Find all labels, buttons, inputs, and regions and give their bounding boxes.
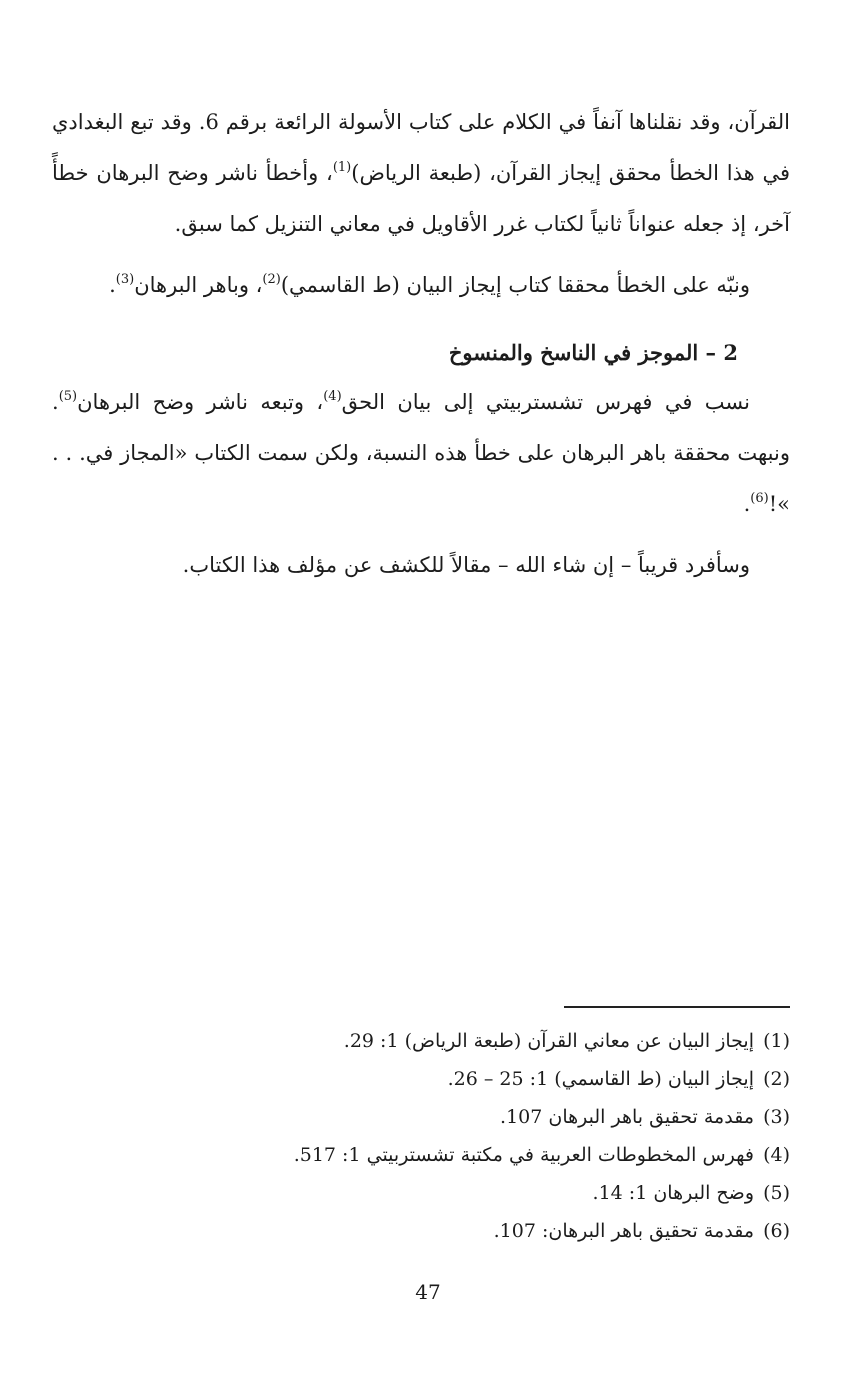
footnote-text: مقدمة تحقيق باهر البرهان: 107.	[493, 1220, 754, 1242]
paragraph-1	[52, 97, 790, 250]
section-heading: 2 – الموجز في الناسخ والمنسوخ	[448, 340, 738, 365]
page-number: 47	[415, 1280, 441, 1304]
footnote-ref-1[interactable]: (1)	[332, 160, 352, 175]
paragraph-3-part-d: .	[743, 492, 751, 516]
paragraph-3	[52, 377, 790, 530]
footnote-ref-5[interactable]: (5)	[58, 389, 78, 404]
footnote-text: فهرس المخطوطات العربية في مكتبة تشستربيتي 1: 517.	[293, 1144, 754, 1166]
footnote-ref-3[interactable]: (3)	[115, 272, 135, 287]
footnote-item	[52, 1060, 790, 1098]
paragraph-4: وسأفرد قريباً – إن شاء الله – مقالاً للكشف عن مؤلف هذا الكتاب.	[182, 553, 750, 577]
paragraph-3-part-a: نسب في فهرس تشستربيتي إلى بيان الحق	[341, 390, 750, 414]
footnote-number: (1)	[763, 1030, 790, 1052]
main-text	[52, 97, 790, 591]
paragraph-1-part-a: القرآن، وقد نقلناها آنفاً في الكلام على كتاب الأسولة الرائعة برقم 6. وقد تبع البغدادي في هذا الخطأ محقق إيجاز القرآن، (طبعة الرياض)	[52, 110, 790, 185]
footnote-text: وضح البرهان 1: 14.	[592, 1182, 754, 1204]
paragraph-2	[52, 260, 790, 311]
footnote-number: (4)	[763, 1144, 790, 1166]
footnote-text: إيجاز البيان (ط القاسمي) 1: 25 – 26.	[447, 1068, 754, 1090]
footnote-number: (6)	[763, 1220, 790, 1242]
footnote-item	[52, 1022, 790, 1060]
footnotes-list	[52, 1022, 790, 1250]
footnote-number: (2)	[763, 1068, 790, 1090]
footnote-item	[52, 1174, 790, 1212]
footnote-text: إيجاز البيان عن معاني القرآن (طبعة الرياض) 1: 29.	[343, 1030, 754, 1052]
footnote-item	[52, 1212, 790, 1250]
footnote-number: (5)	[763, 1182, 790, 1204]
footnote-item	[52, 1136, 790, 1174]
paragraph-3-part-b: ، وتبعه ناشر وضح البرهان	[77, 390, 324, 414]
footnote-divider	[564, 1006, 790, 1008]
paragraph-2-part-b: ، وباهر البرهان	[134, 273, 263, 297]
footnote-ref-6[interactable]: (6)	[750, 491, 769, 506]
footnote-ref-2[interactable]: (2)	[262, 272, 281, 287]
footnote-number: (3)	[763, 1106, 790, 1128]
paragraph-2-part-a: ونبّه على الخطأ محققا كتاب إيجاز البيان (ط القاسمي)	[280, 273, 750, 297]
paragraph-2-part-c: .	[109, 273, 116, 297]
paragraph-3-part-c: . ونبهت محققة باهر البرهان على خطأ هذه النسبة، ولكن سمت الكتاب «المجاز في. . . »!	[52, 390, 790, 516]
footnote-text: مقدمة تحقيق باهر البرهان 107.	[500, 1106, 754, 1128]
footnote-item	[52, 1098, 790, 1136]
footnote-ref-4[interactable]: (4)	[323, 389, 342, 404]
paragraph-1-part-b: ، وأخطأ ناشر وضح البرهان خطأً آخر، إذ جعله عنواناً ثانياً لكتاب غرر الأقاويل في معاني التنزيل كما سبق.	[52, 161, 790, 236]
